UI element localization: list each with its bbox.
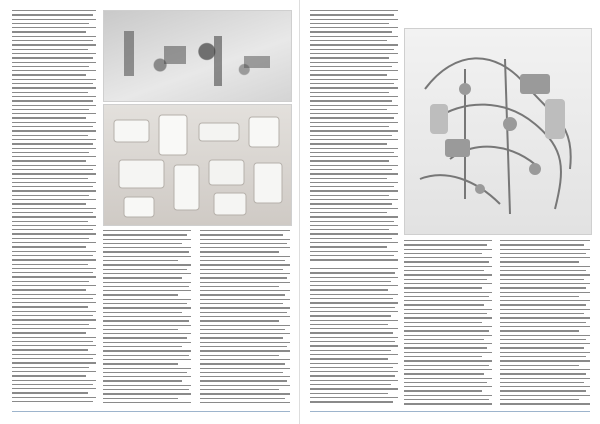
left-column-1 [12, 10, 96, 408]
right-column-1 [310, 10, 398, 265]
engine-illustration [405, 29, 591, 234]
white-parts-illustration [104, 105, 291, 225]
right-page [300, 0, 600, 424]
printed-parts-photo [103, 10, 292, 102]
left-column-3 [200, 230, 290, 408]
parts-illustration [104, 11, 291, 101]
right-column-3 [500, 240, 590, 408]
engine-photo [404, 28, 592, 235]
right-column-2 [404, 240, 492, 408]
left-footer-rule [12, 411, 290, 412]
right-footer-rule [310, 411, 590, 412]
white-parts-photo [103, 104, 292, 226]
right-column-1-bottom [310, 268, 398, 408]
left-column-2 [103, 230, 191, 408]
